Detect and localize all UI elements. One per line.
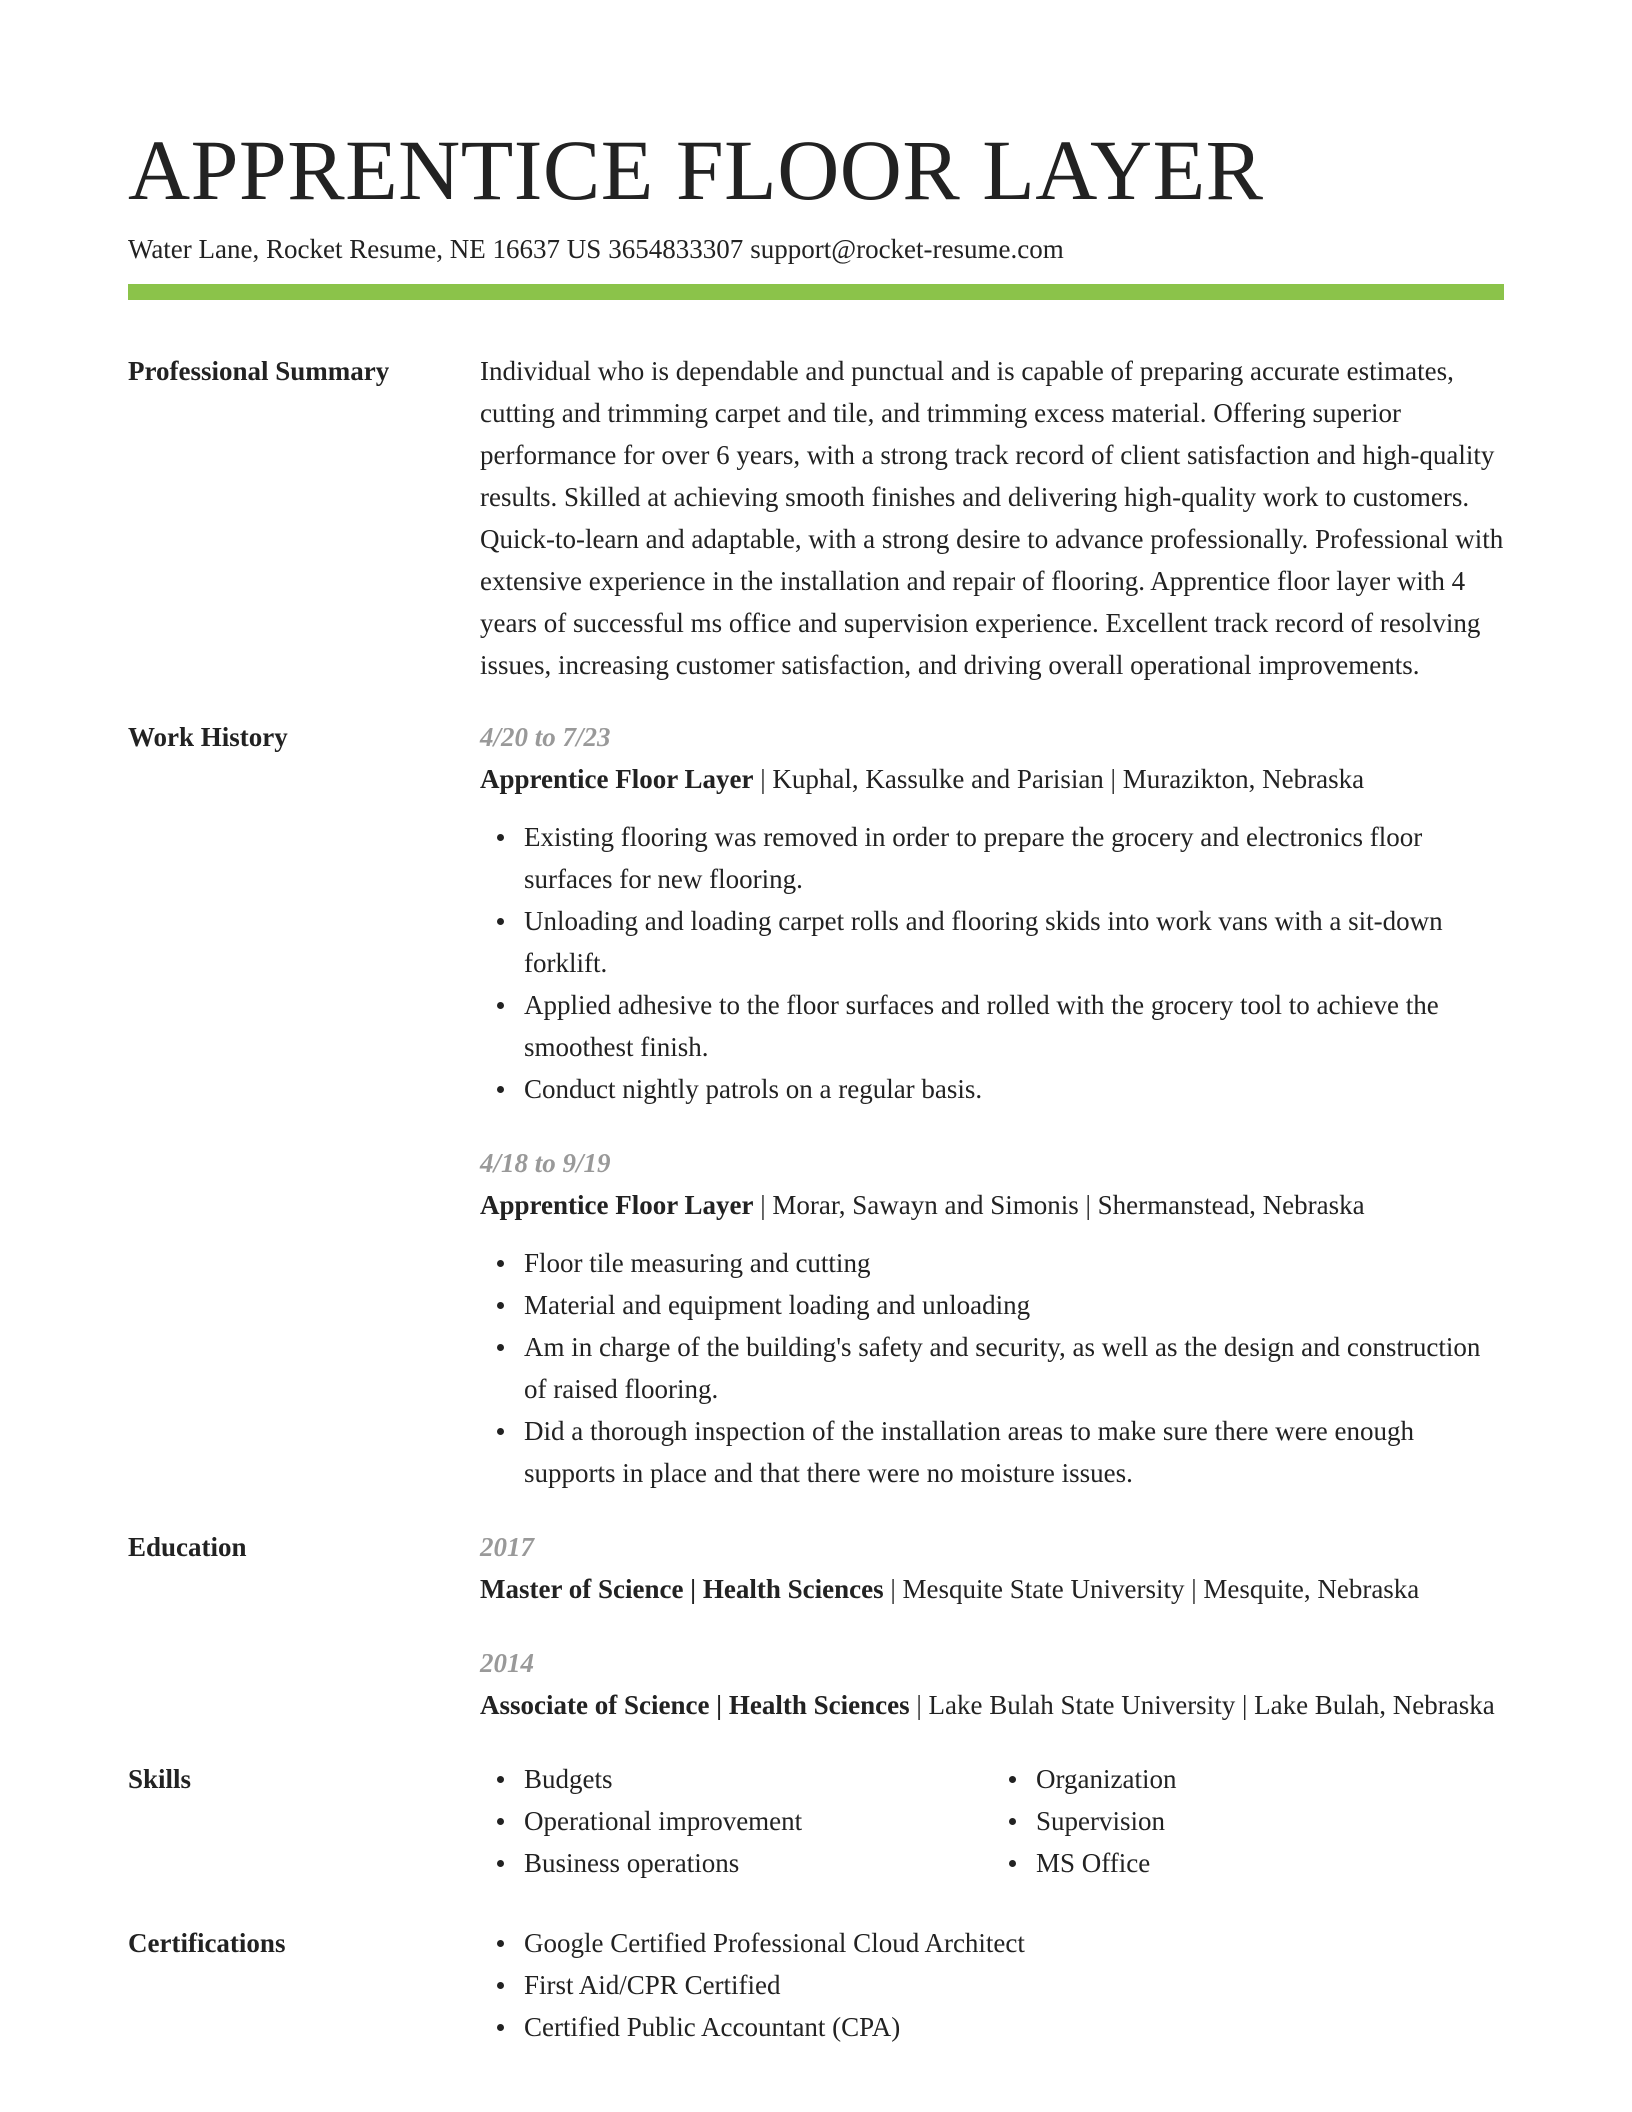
section-education	[128, 1526, 1504, 1726]
job-entry	[480, 1142, 1504, 1494]
section-skills	[128, 1758, 1504, 1884]
contact-phone: 3654833307	[608, 234, 744, 264]
section-label-summary: Professional Summary	[128, 356, 390, 386]
job-dates: 4/18 to 9/19	[480, 1148, 611, 1178]
section-certifications	[128, 1922, 1504, 2048]
skills-columns	[480, 1758, 1504, 1884]
education-entry	[480, 1526, 1504, 1610]
job-bullet: Material and equipment loading and unloading	[524, 1284, 1504, 1326]
job-entry	[480, 716, 1504, 1110]
job-bullets	[480, 816, 1504, 1110]
education-details: | Mesquite State University | Mesquite, Nebraska	[883, 1574, 1420, 1604]
job-bullet: Existing flooring was removed in order to prepare the grocery and electronics floor surfaces for new flooring.	[524, 816, 1504, 900]
job-details: | Morar, Sawayn and Simonis | Shermanstead, Nebraska	[753, 1190, 1365, 1220]
skill-item: Business operations	[524, 1842, 992, 1884]
job-title-line	[480, 758, 1504, 800]
section-professional-summary	[128, 350, 1504, 686]
section-work-history	[128, 716, 1504, 1494]
skills-list-right	[992, 1758, 1504, 1884]
job-bullet: Did a thorough inspection of the installation areas to make sure there were enough supports in place and that there were no moisture issues.	[524, 1410, 1504, 1494]
education-year: 2017	[480, 1532, 534, 1562]
certification-item: Certified Public Accountant (CPA)	[524, 2006, 1504, 2048]
job-details: | Kuphal, Kassulke and Parisian | Murazikton, Nebraska	[753, 764, 1365, 794]
skill-item: MS Office	[1036, 1842, 1504, 1884]
resume-page	[128, 120, 1504, 2048]
job-bullet: Applied adhesive to the floor surfaces and rolled with the grocery tool to achieve the smoothest finish.	[524, 984, 1504, 1068]
job-title-line	[480, 1184, 1504, 1226]
education-entry	[480, 1642, 1504, 1726]
certification-item: Google Certified Professional Cloud Architect	[524, 1922, 1504, 1964]
job-bullet: Am in charge of the building's safety and security, as well as the design and construction of raised flooring.	[524, 1326, 1504, 1410]
skill-item: Operational improvement	[524, 1800, 992, 1842]
work-entries	[480, 716, 1504, 1494]
certifications-list	[480, 1922, 1504, 2048]
education-details: | Lake Bulah State University | Lake Bulah, Nebraska	[909, 1690, 1495, 1720]
job-title: Apprentice Floor Layer	[480, 1190, 754, 1220]
job-bullet: Floor tile measuring and cutting	[524, 1242, 1504, 1284]
job-title: Apprentice Floor Layer	[480, 764, 754, 794]
section-label-skills: Skills	[128, 1764, 192, 1794]
education-year: 2014	[480, 1648, 534, 1678]
education-degree: Master of Science | Health Sciences	[480, 1574, 884, 1604]
job-bullets	[480, 1242, 1504, 1494]
education-degree: Associate of Science | Health Sciences	[480, 1690, 910, 1720]
skill-item: Budgets	[524, 1758, 992, 1800]
summary-text: Individual who is dependable and punctual and is capable of preparing accurate estimates, cutting and trimming carpet and tile, and trimming excess material. Offering superior performance for over 6 years, with a strong track record of client satisfaction and high-quality results. Skilled at achieving smooth finishes and delivering high-quality work to customers. Quick-to-learn and adaptable, with a strong desire to advance professionally. Professional with extensive experience in the installation and repair of flooring. Apprentice floor layer with 4 years of successful ms office and supervision experience. Excellent track record of resolving issues, increasing customer satisfaction, and driving overall operational improvements.	[480, 356, 1504, 680]
accent-divider	[128, 284, 1504, 300]
skill-item: Organization	[1036, 1758, 1504, 1800]
contact-address: Water Lane, Rocket Resume, NE 16637 US	[128, 234, 602, 264]
section-label-work: Work History	[128, 722, 288, 752]
resume-title: APPRENTICE FLOOR LAYER	[128, 122, 1264, 218]
education-line	[480, 1568, 1504, 1610]
section-label-certifications: Certifications	[128, 1928, 286, 1958]
job-dates: 4/20 to 7/23	[480, 722, 611, 752]
education-line	[480, 1684, 1504, 1726]
education-entries	[480, 1526, 1504, 1726]
contact-line	[128, 232, 1504, 266]
skills-list-left	[480, 1758, 992, 1884]
certifications-content	[480, 1922, 1504, 2048]
certification-item: First Aid/CPR Certified	[524, 1964, 1504, 2006]
contact-email: support@rocket-resume.com	[750, 234, 1064, 264]
skill-item: Supervision	[1036, 1800, 1504, 1842]
job-bullet: Conduct nightly patrols on a regular basis.	[524, 1068, 1504, 1110]
job-bullet: Unloading and loading carpet rolls and flooring skids into work vans with a sit-down forklift.	[524, 900, 1504, 984]
section-label-education: Education	[128, 1532, 247, 1562]
